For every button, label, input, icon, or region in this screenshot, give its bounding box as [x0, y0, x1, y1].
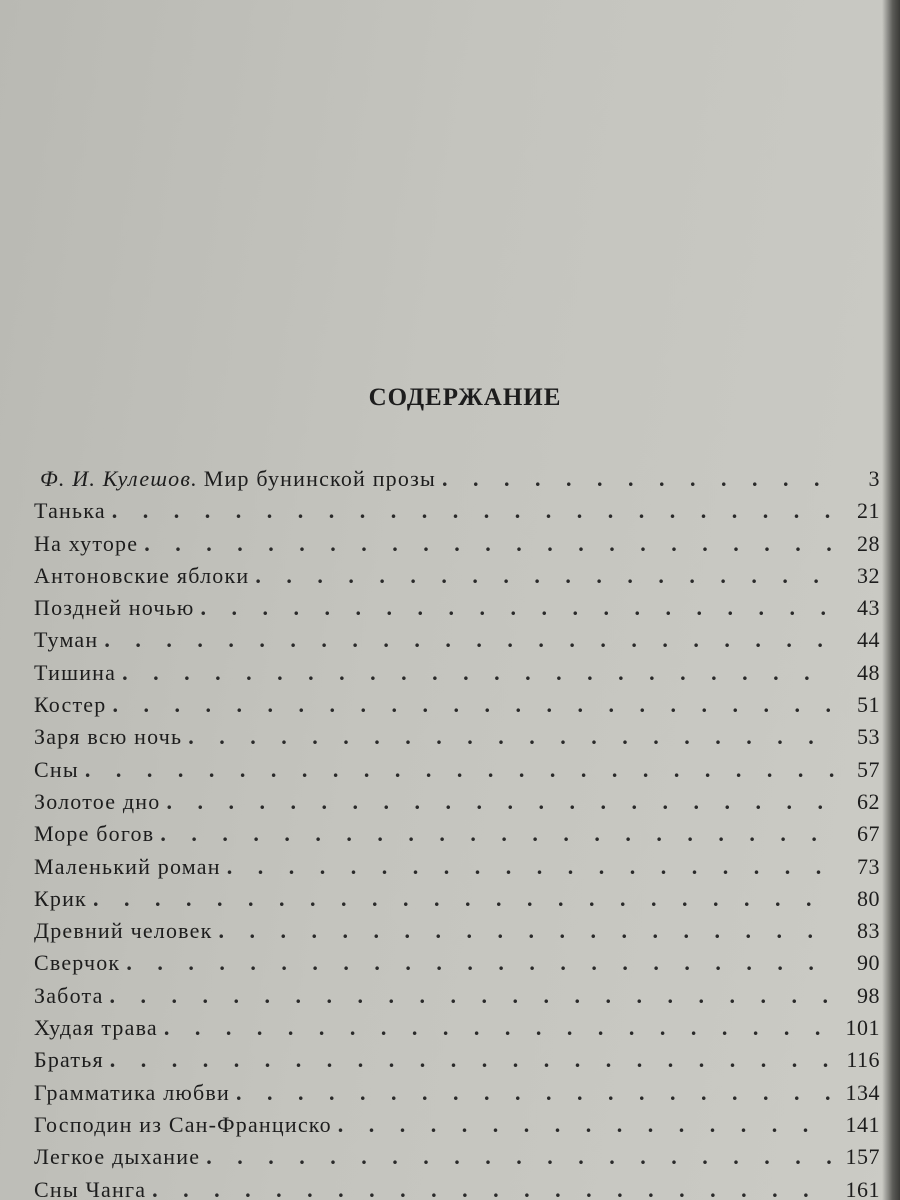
toc-entry-page-number: 116 [846, 1047, 880, 1073]
toc-entry-title: На хуторе [34, 530, 139, 556]
toc-entry-page-number: 73 [857, 853, 880, 879]
toc-dot-leader [85, 757, 834, 783]
toc-entry [34, 692, 880, 724]
toc-entry-title: Туман [34, 627, 99, 653]
toc-entry-title: Худая трава [34, 1015, 158, 1041]
toc-entry-page-number: 3 [868, 466, 880, 491]
toc-entry-title: Сны [34, 756, 79, 782]
page-title: СОДЕРЖАНИЕ [368, 384, 562, 411]
toc-dot-leader [255, 563, 834, 589]
toc-entry-page-number: 90 [857, 950, 880, 976]
toc-dot-leader [152, 1177, 834, 1200]
toc-entry-title: Крик [34, 885, 87, 911]
table-of-contents [34, 466, 880, 1200]
toc-entry-title: Тишина [34, 659, 117, 685]
toc-entry-title: Легкое дыхание [34, 1144, 201, 1170]
toc-entry-page-number: 98 [857, 982, 880, 1008]
toc-entry-page-number: 43 [857, 595, 880, 621]
toc-entry [34, 1015, 880, 1047]
toc-entry [34, 854, 880, 886]
toc-entry-page-number: 80 [857, 885, 880, 911]
toc-entry-page-number: 62 [857, 788, 880, 814]
toc-entry [34, 1144, 880, 1176]
toc-entry [34, 627, 880, 659]
toc-dot-leader [160, 821, 834, 847]
toc-dot-leader [112, 692, 834, 718]
toc-entry-title: Сверчок [34, 950, 121, 976]
toc-dot-leader [236, 1080, 834, 1106]
toc-entry-title: Братья [34, 1047, 104, 1073]
toc-entry-page-number: 28 [857, 530, 880, 556]
toc-entry-title: Костер [34, 692, 107, 718]
toc-entry-title: Море богов [34, 821, 155, 847]
toc-entry [34, 660, 880, 692]
toc-entry-title: Древний человек [34, 918, 213, 944]
toc-entry-page-number: 51 [857, 692, 880, 718]
toc-dot-leader [144, 531, 834, 557]
toc-dot-leader [219, 918, 835, 944]
toc-entry-title: Поздней ночью [34, 595, 195, 621]
toc-entry-title: Грамматика любви [34, 1079, 230, 1105]
toc-entry-title: Господин из Сан-Франциско [34, 1111, 332, 1137]
toc-entry-page-number: 53 [857, 724, 880, 750]
toc-entry [34, 757, 880, 789]
toc-dot-leader [112, 498, 834, 524]
toc-entry [34, 1112, 880, 1144]
toc-dot-leader [227, 854, 834, 880]
toc-entry [34, 886, 880, 918]
toc-entry [34, 531, 880, 563]
toc-entry-page-number: 32 [857, 562, 880, 588]
toc-entry-page-number: 101 [845, 1015, 880, 1041]
toc-entry [34, 821, 880, 853]
toc-entry [34, 724, 880, 756]
toc-entry [34, 498, 880, 530]
toc-dot-leader [110, 1047, 834, 1073]
toc-entry-page-number: 44 [857, 627, 880, 653]
toc-dot-leader [93, 886, 834, 912]
toc-entry [34, 950, 880, 982]
toc-entry [34, 1080, 880, 1112]
toc-entry [34, 466, 880, 498]
toc-entry-author: Ф. И. Кулешов. [40, 466, 198, 491]
toc-dot-leader [164, 1015, 834, 1041]
toc-entry [34, 983, 880, 1015]
toc-entry-title: Сны Чанга [34, 1176, 147, 1200]
toc-dot-leader [110, 983, 834, 1009]
toc-entry-page-number: 161 [845, 1176, 880, 1200]
toc-entry-title: Танька [34, 498, 106, 524]
toc-entry [34, 595, 880, 627]
toc-entry-title: Забота [34, 982, 104, 1008]
toc-entry-page-number: 67 [857, 821, 880, 847]
toc-dot-leader [126, 950, 834, 976]
toc-entry [34, 918, 880, 950]
toc-entry-title: Заря всю ночь [34, 724, 183, 750]
toc-entry-page-number: 83 [857, 918, 880, 944]
toc-dot-leader [338, 1112, 834, 1138]
toc-entry-title: Антоновские яблоки [34, 562, 250, 588]
toc-entry-page-number: 57 [857, 756, 880, 782]
toc-entry [34, 1177, 880, 1200]
toc-dot-leader [201, 595, 834, 621]
toc-entry-page-number: 157 [845, 1144, 880, 1170]
toc-entry-page-number: 134 [845, 1079, 880, 1105]
toc-dot-leader [206, 1144, 834, 1170]
toc-entry-page-number: 21 [857, 498, 880, 524]
toc-entry [34, 789, 880, 821]
toc-entry-page-number: 141 [845, 1111, 880, 1137]
toc-dot-leader [104, 627, 834, 653]
book-spine-shadow [882, 0, 900, 1200]
toc-entry-title: Золотое дно [34, 788, 161, 814]
toc-entry [34, 1047, 880, 1079]
toc-entry-title: Маленький роман [34, 853, 221, 879]
toc-entry-title: Мир бунинской прозы [203, 466, 436, 491]
toc-entry-page-number: 48 [857, 659, 880, 685]
toc-dot-leader [122, 660, 834, 686]
toc-dot-leader [166, 789, 834, 815]
toc-dot-leader [442, 466, 834, 492]
toc-entry [34, 563, 880, 595]
toc-dot-leader [188, 724, 834, 750]
